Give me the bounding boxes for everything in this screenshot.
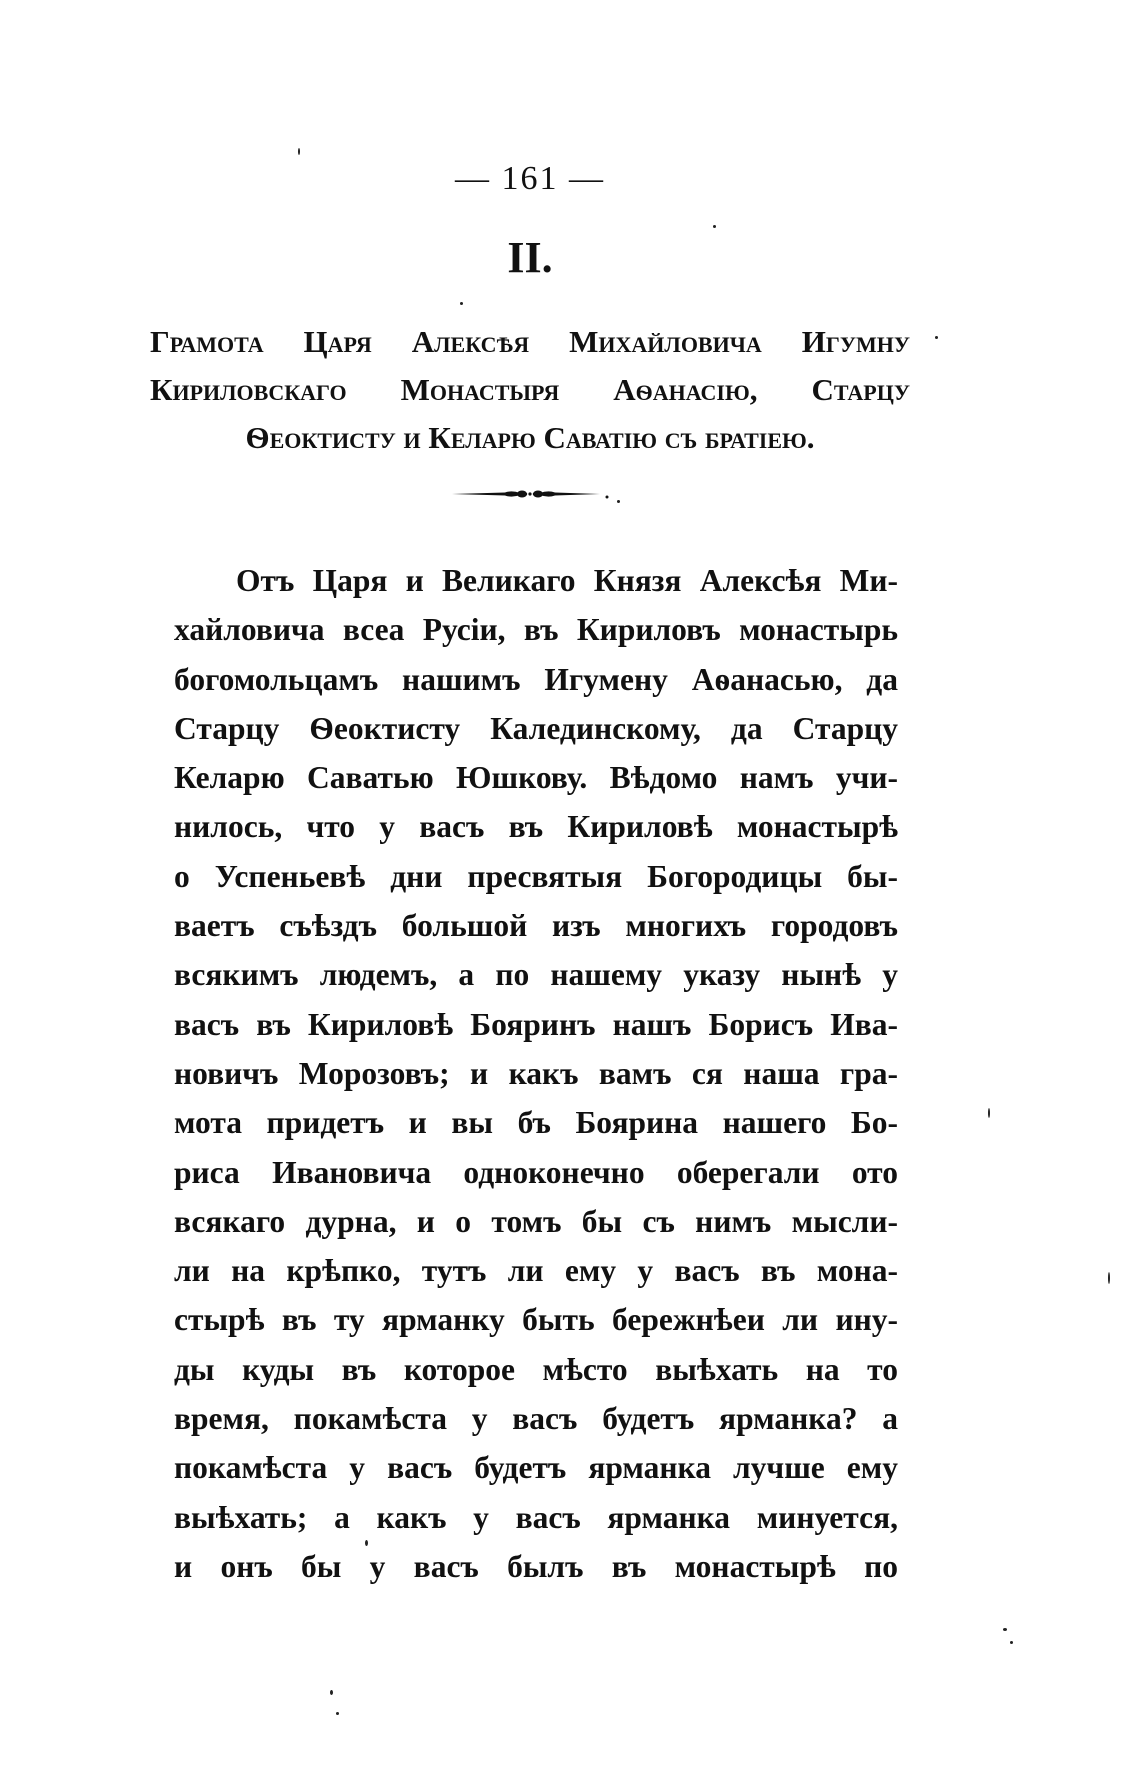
divider-ornament <box>450 484 610 504</box>
body-line: стырѣ въ ту ярманку быть бережнѣеи ли ину- <box>174 1302 898 1338</box>
body-line: нилось, что у васъ въ Кириловѣ монастырѣ <box>174 809 898 845</box>
scan-speck <box>330 1690 333 1695</box>
page-number: — 161 — <box>455 160 605 197</box>
body-line: новичъ Морозовъ; и какъ вамъ ся наша гра- <box>174 1055 898 1091</box>
heading-line: Ѳеоктисту и Келарю Саватію съ братіею. <box>245 420 815 455</box>
body-line: всякимъ людемъ, а по нашему указу нынѣ у <box>174 957 898 993</box>
body-line: васъ въ Кириловѣ Бояринъ нашъ Борисъ Ива- <box>174 1006 898 1042</box>
scan-speck <box>1003 1628 1007 1631</box>
scan-speck <box>1010 1641 1013 1644</box>
body-line: и онъ бы у васъ былъ въ монастырѣ по <box>174 1548 898 1584</box>
scan-speck <box>713 225 716 228</box>
body-line: всякаго дурна, и о томъ бы съ нимъ мысли- <box>174 1203 898 1239</box>
body-line: мота придетъ и вы бъ Боярина нашего Бо- <box>174 1105 898 1141</box>
scan-speck <box>365 1540 368 1546</box>
body-line: ваетъ съѣздъ большой изъ многихъ городовъ <box>174 908 898 944</box>
heading-line: Кириловскаго Монастыря Аѳанасію, Старцу <box>150 372 910 407</box>
scan-speck <box>336 1712 339 1715</box>
body-line: Келарю Саватью Юшкову. Вѣдомо намъ учи- <box>174 760 898 796</box>
body-line: выѣхать; а какъ у васъ ярманка минуется, <box>174 1499 898 1535</box>
scan-speck <box>298 148 300 155</box>
body-line: риса Ивановича одноконечно оберегали ото <box>174 1154 898 1190</box>
scan-speck <box>935 336 938 339</box>
body-line: о Успеньевѣ дни пресвятыя Богородицы бы- <box>174 858 898 894</box>
body-line: ды куды въ которое мѣсто выѣхать на то <box>174 1351 898 1387</box>
scan-speck <box>988 1108 990 1118</box>
scan-speck <box>1108 1272 1110 1284</box>
body-line: ли на крѣпко, тутъ ли ему у васъ въ мона- <box>174 1253 898 1289</box>
body-line: богомольцамъ нашимъ Игумену Аѳанасью, да <box>174 661 898 697</box>
document-heading <box>150 318 910 462</box>
scan-speck <box>617 500 620 503</box>
body-line: Отъ Царя и Великаго Князя Алексѣя Ми- <box>236 563 898 598</box>
heading-line: Грамота Царя Алексѣя Михайловича Игумну <box>150 324 910 359</box>
body-line: хайловича всеа Русіи, въ Кириловъ монастырь <box>174 612 898 648</box>
body-line: Старцу Ѳеоктисту Калединскому, да Старцу <box>174 710 898 746</box>
body-line: покамѣста у васъ будетъ ярманка лучше ему <box>174 1450 898 1486</box>
scan-speck <box>460 302 463 305</box>
body-text <box>174 556 898 1591</box>
section-number: II. <box>507 233 553 282</box>
body-line: время, покамѣста у васъ будетъ ярманка? а <box>174 1401 898 1437</box>
